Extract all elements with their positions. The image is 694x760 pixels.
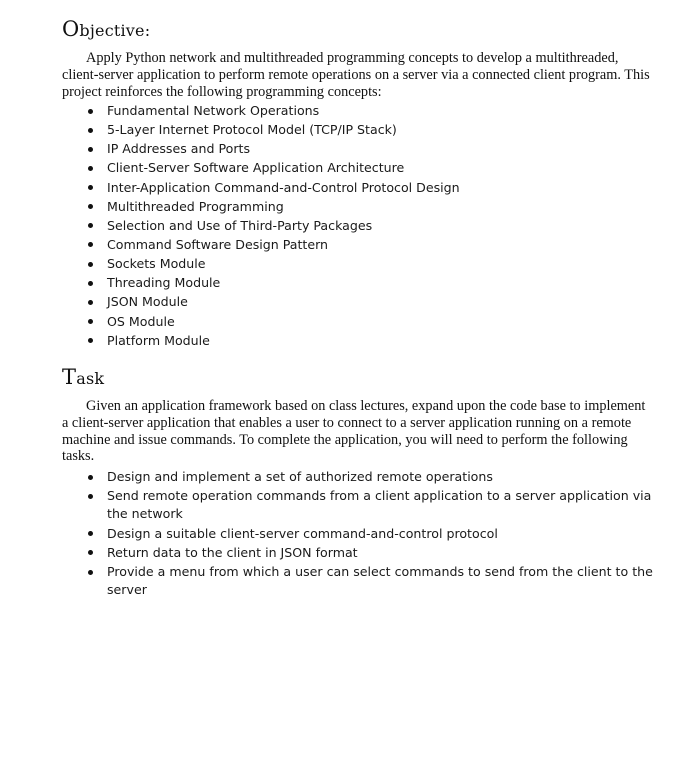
list-item-text: JSON Module xyxy=(107,294,188,310)
list-item xyxy=(62,544,662,562)
bullet-icon xyxy=(88,166,93,171)
task-heading-initial: T xyxy=(62,365,77,389)
list-item-text: Design a suitable client-server command-and-control protocol xyxy=(107,525,498,541)
bullet-icon xyxy=(88,223,93,228)
list-item xyxy=(62,217,662,235)
list-item xyxy=(62,313,662,331)
bullet-icon xyxy=(88,531,93,536)
objective-heading-rest: bjective: xyxy=(79,21,151,40)
list-item xyxy=(62,236,662,254)
list-item xyxy=(62,255,662,273)
bullet-icon xyxy=(88,242,93,247)
bullet-icon xyxy=(88,204,93,209)
list-item-text: OS Module xyxy=(107,313,175,329)
bullet-icon xyxy=(88,319,93,324)
bullet-icon xyxy=(88,262,93,267)
bullet-icon xyxy=(88,185,93,190)
list-item xyxy=(62,274,662,292)
list-item-text: Command Software Design Pattern xyxy=(107,236,329,252)
list-item-text: Client-Server Software Application Architecture xyxy=(107,160,405,176)
list-item-text: Inter-Application Command-and-Control Protocol Design xyxy=(107,179,460,195)
bullet-icon xyxy=(88,475,93,480)
list-item xyxy=(62,159,662,177)
bullet-icon xyxy=(88,300,93,305)
objective-paragraph: Apply Python network and multithreaded programming concepts to develop a multithreaded, client-server application to perform remote operations on a server via a connected client program. This project reinforces the following programming concepts: xyxy=(62,50,650,100)
list-item xyxy=(62,140,662,158)
list-item xyxy=(62,293,662,311)
list-item-text: Platform Module xyxy=(107,332,210,348)
bullet-icon xyxy=(88,570,93,575)
list-item xyxy=(62,487,662,523)
task-heading-rest: ask xyxy=(76,369,105,388)
list-item xyxy=(62,468,662,486)
list-item-text: Fundamental Network Operations xyxy=(107,103,320,118)
list-item xyxy=(62,198,662,216)
list-item-text: Send remote operation commands from a client application to a server application via the network xyxy=(107,488,652,522)
list-item-text: Design and implement a set of authorized remote operations xyxy=(107,469,493,484)
list-item xyxy=(62,121,662,139)
list-item-text: Selection and Use of Third-Party Packages xyxy=(107,217,373,233)
list-item-text: 5-Layer Internet Protocol Model (TCP/IP Stack) xyxy=(107,122,397,138)
bullet-icon xyxy=(88,109,93,114)
bullet-icon xyxy=(88,281,93,286)
list-item xyxy=(62,102,662,120)
list-item xyxy=(62,179,662,197)
task-paragraph: Given an application framework based on class lectures, expand upon the code base to implement a client-server application that enables a user to connect to a server application running on a remote machine and issue commands. To complete the application, you will need to perform the following tasks. xyxy=(62,398,646,465)
objective-heading xyxy=(62,16,150,44)
bullet-icon xyxy=(88,128,93,133)
concepts-list xyxy=(62,102,662,351)
bullet-icon xyxy=(88,147,93,152)
task-heading xyxy=(62,364,104,392)
list-item xyxy=(62,332,662,350)
tasks-list xyxy=(62,468,662,600)
objective-heading-initial: O xyxy=(62,17,80,41)
bullet-icon xyxy=(88,550,93,555)
list-item xyxy=(62,525,662,543)
list-item-text: Threading Module xyxy=(107,275,221,291)
list-item-text: IP Addresses and Ports xyxy=(107,141,251,157)
bullet-icon xyxy=(88,494,93,499)
list-item-text: Return data to the client in JSON format xyxy=(107,544,358,560)
list-item-text: Multithreaded Programming xyxy=(107,198,284,214)
bullet-icon xyxy=(88,338,93,343)
list-item-text: Sockets Module xyxy=(107,256,206,272)
list-item xyxy=(62,563,662,599)
list-item-text: Provide a menu from which a user can select commands to send from the client to the server xyxy=(107,564,653,598)
